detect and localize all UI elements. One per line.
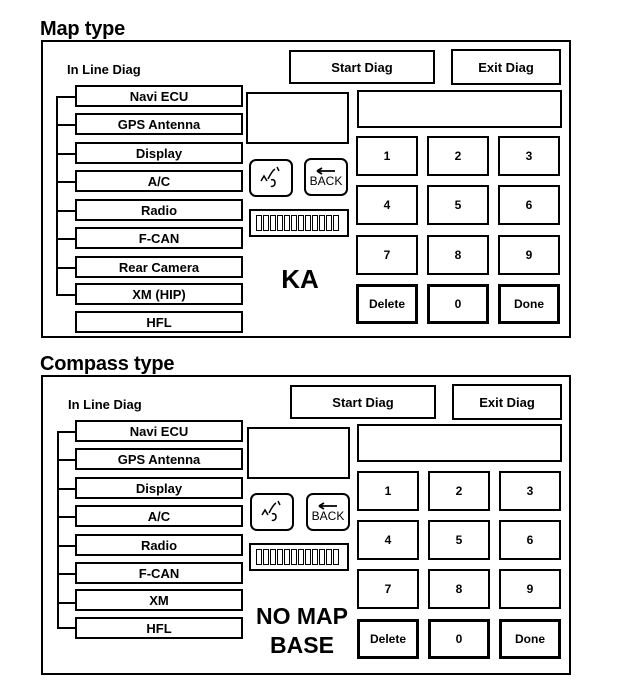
diag-item-hfl[interactable]: HFL (75, 617, 243, 639)
diag-item-radio[interactable]: Radio (75, 534, 243, 556)
tree-branch (56, 96, 75, 98)
diag-item-ac[interactable]: A/C (75, 170, 243, 192)
tree-branch (57, 488, 75, 490)
info-display-box (247, 427, 350, 479)
start-diag-button[interactable]: Start Diag (290, 385, 436, 419)
diag-item-navi-ecu[interactable]: Navi ECU (75, 420, 243, 442)
key-9[interactable]: 9 (499, 569, 561, 609)
key-8[interactable]: 8 (427, 235, 489, 275)
voice-icon (257, 165, 285, 191)
tree-branch (57, 431, 75, 433)
key-7[interactable]: 7 (356, 235, 418, 275)
key-5[interactable]: 5 (427, 185, 489, 225)
exit-diag-button[interactable]: Exit Diag (452, 384, 562, 420)
diag-item-f-can[interactable]: F-CAN (75, 562, 243, 584)
map-type-panel (41, 40, 571, 338)
compass-type-heading: Compass type (40, 353, 175, 375)
key-0[interactable]: 0 (428, 619, 490, 659)
exit-diag-button[interactable]: Exit Diag (451, 49, 561, 85)
key-2[interactable]: 2 (428, 471, 490, 511)
done-key[interactable]: Done (498, 284, 560, 324)
back-label: BACK (309, 174, 343, 188)
voice-button[interactable] (249, 159, 293, 197)
diag-item-display[interactable]: Display (75, 477, 243, 499)
diag-item-f-can[interactable]: F-CAN (75, 227, 243, 249)
region-code: KA (281, 264, 319, 294)
key-7[interactable]: 7 (357, 569, 419, 609)
key-5[interactable]: 5 (428, 520, 490, 560)
diag-item-ac[interactable]: A/C (75, 505, 243, 527)
tree-branch (57, 627, 75, 629)
tree-branch (56, 238, 75, 240)
diag-item-gps-antenna[interactable]: GPS Antenna (75, 113, 243, 135)
back-button[interactable] (304, 158, 348, 196)
key-6[interactable]: 6 (498, 185, 560, 225)
diag-item-xm-hip[interactable]: XM (HIP) (75, 283, 243, 305)
input-display-field (357, 90, 562, 128)
key-0[interactable]: 0 (427, 284, 489, 324)
diag-item-gps-antenna[interactable]: GPS Antenna (75, 448, 243, 470)
map-type-heading: Map type (40, 18, 126, 40)
tree-branch (56, 124, 75, 126)
key-2[interactable]: 2 (427, 136, 489, 176)
signal-meter (249, 543, 349, 571)
key-4[interactable]: 4 (357, 520, 419, 560)
tree-branch (56, 210, 75, 212)
diag-item-display[interactable]: Display (75, 142, 243, 164)
tree-branch (57, 459, 75, 461)
done-key[interactable]: Done (499, 619, 561, 659)
diag-item-xm[interactable]: XM (75, 589, 243, 611)
tree-branch (57, 602, 75, 604)
key-6[interactable]: 6 (499, 520, 561, 560)
info-display-box (246, 92, 349, 144)
back-label: BACK (311, 509, 345, 523)
start-diag-button[interactable]: Start Diag (289, 50, 435, 84)
input-display-field (357, 424, 562, 462)
delete-key[interactable]: Delete (357, 619, 419, 659)
tree-branch (56, 181, 75, 183)
compass-type-panel (41, 375, 571, 675)
key-4[interactable]: 4 (356, 185, 418, 225)
diag-item-radio[interactable]: Radio (75, 199, 243, 221)
tree-branch (57, 516, 75, 518)
diag-item-hfl[interactable]: HFL (75, 311, 243, 333)
tree-branch (57, 545, 75, 547)
key-1[interactable]: 1 (356, 136, 418, 176)
key-3[interactable]: 3 (498, 136, 560, 176)
back-button[interactable] (306, 493, 350, 531)
signal-meter (249, 209, 349, 237)
key-8[interactable]: 8 (428, 569, 490, 609)
tree-branch (57, 573, 75, 575)
in-line-diag-title: In Line Diag (67, 62, 141, 77)
key-3[interactable]: 3 (499, 471, 561, 511)
key-9[interactable]: 9 (498, 235, 560, 275)
region-label-line1: NO MAP (256, 603, 348, 629)
diag-item-rear-camera[interactable]: Rear Camera (75, 256, 243, 278)
in-line-diag-title: In Line Diag (68, 397, 142, 412)
tree-branch (56, 267, 75, 269)
tree-branch (56, 153, 75, 155)
key-1[interactable]: 1 (357, 471, 419, 511)
diag-item-navi-ecu[interactable]: Navi ECU (75, 85, 243, 107)
region-label-line2: BASE (270, 632, 334, 658)
tree-branch (56, 294, 75, 296)
voice-button[interactable] (250, 493, 294, 531)
delete-key[interactable]: Delete (356, 284, 418, 324)
voice-icon (258, 499, 286, 525)
